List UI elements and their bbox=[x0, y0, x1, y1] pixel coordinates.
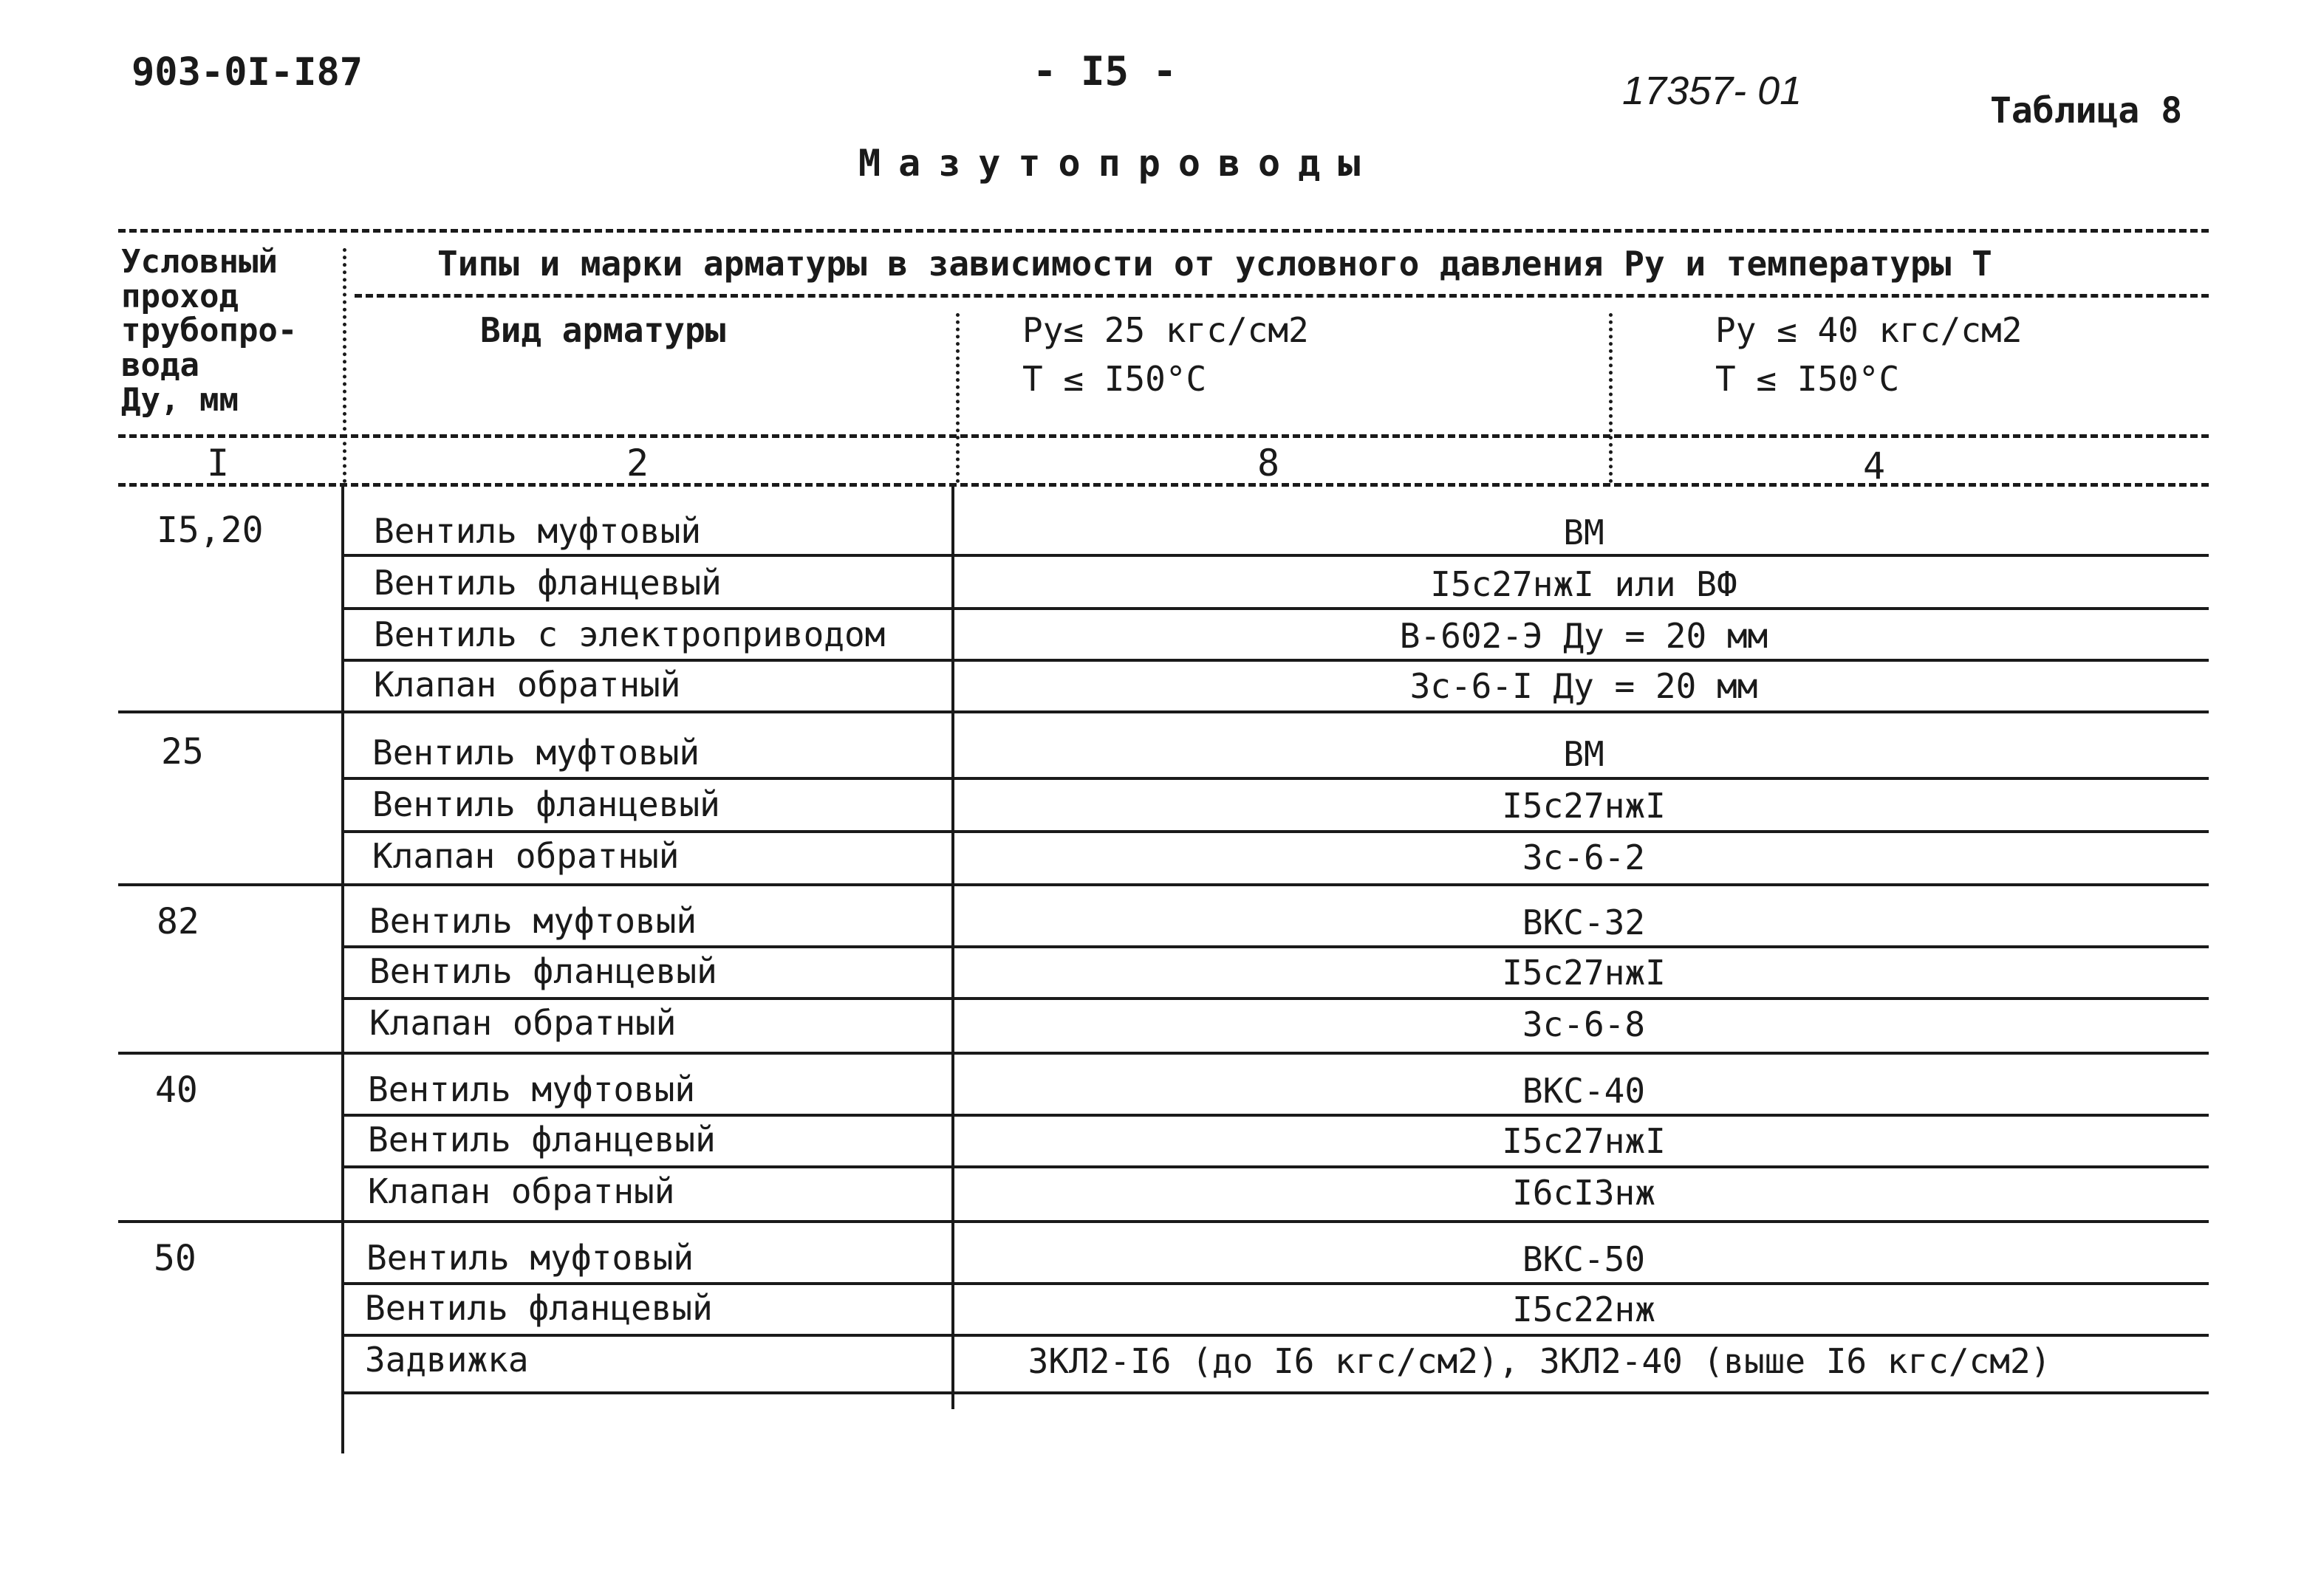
header-divider-col3 bbox=[956, 313, 960, 483]
fitting-type: Вентиль фланцевый bbox=[368, 1120, 716, 1160]
header-bottom-border bbox=[118, 434, 2209, 438]
nominal-diameter: I5,20 bbox=[157, 510, 264, 551]
group-separator bbox=[118, 883, 2209, 886]
fitting-mark: I6сI3нж bbox=[1512, 1173, 1655, 1213]
fitting-type: Клапан обратный bbox=[369, 1003, 677, 1043]
fitting-mark: ВКС-40 bbox=[1522, 1071, 1646, 1111]
row-separator bbox=[344, 1114, 2209, 1117]
col3-header-temperature: Т ≤ I50°C bbox=[1022, 359, 1207, 399]
fitting-mark: ЗКЛ2-I6 (до I6 кгс/см2), ЗКЛ2-40 (выше I6 кгс/см2) bbox=[1028, 1341, 2051, 1381]
group-separator bbox=[118, 1052, 2209, 1055]
fitting-mark: ВКС-32 bbox=[1522, 903, 1646, 942]
col1-header-line: Ду, мм bbox=[121, 380, 239, 419]
fitting-mark: В-602-Э Ду = 20 мм bbox=[1399, 616, 1768, 656]
col1-header-line: вода bbox=[121, 346, 199, 384]
fitting-type: Клапан обратный bbox=[374, 665, 681, 705]
fitting-type: Вентиль муфтовый bbox=[369, 901, 697, 941]
fitting-type: Вентиль муфтовый bbox=[368, 1069, 696, 1109]
nominal-diameter: 25 bbox=[161, 731, 204, 773]
col4-header-pressure: Ру ≤ 40 кгс/см2 bbox=[1715, 310, 2023, 350]
column-numbers-bottom-border bbox=[118, 483, 2209, 487]
fitting-type: Клапан обратный bbox=[372, 836, 680, 876]
row-separator bbox=[344, 1282, 2209, 1285]
row-separator bbox=[344, 1334, 2209, 1337]
row-separator bbox=[344, 1165, 2209, 1168]
col1-header bbox=[121, 245, 343, 417]
row-separator bbox=[344, 1391, 2209, 1394]
fitting-mark: I5с27нжI bbox=[1502, 786, 1666, 826]
body-divider-col1 bbox=[341, 486, 344, 1453]
fitting-mark: I5с27нжI bbox=[1502, 1121, 1666, 1161]
fitting-type: Вентиль с электроприводом bbox=[374, 614, 886, 654]
nominal-diameter: 50 bbox=[154, 1238, 196, 1279]
col2-header: Вид арматуры bbox=[480, 310, 726, 350]
fitting-type: Вентиль муфтовый bbox=[374, 511, 702, 551]
fitting-mark: I5с27нжI или ВФ bbox=[1430, 564, 1737, 604]
fitting-type: Вентиль фланцевый bbox=[372, 784, 720, 824]
fitting-type: Вентиль фланцевый bbox=[369, 951, 717, 991]
column-number: I bbox=[207, 442, 230, 484]
table-label: Таблица 8 bbox=[1990, 90, 2183, 131]
row-separator bbox=[344, 777, 2209, 780]
col1-header-line: проход bbox=[121, 277, 239, 315]
row-separator bbox=[344, 945, 2209, 948]
page-number: - I5 - bbox=[1033, 48, 1177, 95]
fitting-mark: 3с-6-I Ду = 20 мм bbox=[1409, 666, 1758, 706]
column-number: 2 bbox=[626, 442, 649, 484]
col3-header-pressure: Ру≤ 25 кгс/см2 bbox=[1022, 310, 1309, 350]
col4-header-temperature: Т ≤ I50°C bbox=[1715, 359, 1900, 399]
fitting-mark: ВМ bbox=[1563, 734, 1604, 774]
fitting-type: Вентиль муфтовый bbox=[366, 1238, 694, 1278]
document-code: 903-0I-I87 bbox=[131, 50, 363, 95]
fitting-mark: 3с-6-8 bbox=[1522, 1004, 1646, 1044]
fitting-type: Вентиль фланцевый bbox=[365, 1288, 713, 1328]
nominal-diameter: 40 bbox=[155, 1069, 198, 1111]
col1-header-line: Условный bbox=[121, 243, 278, 281]
fitting-mark: I5с22нж bbox=[1512, 1290, 1655, 1329]
fitting-type: Вентиль муфтовый bbox=[372, 733, 700, 773]
nominal-diameter: 82 bbox=[157, 901, 199, 942]
row-separator bbox=[344, 830, 2209, 833]
header-divider-col1 bbox=[343, 248, 346, 483]
page-title: Мазутопроводы bbox=[858, 142, 1378, 185]
column-number: 4 bbox=[1863, 445, 1886, 487]
group-separator bbox=[118, 710, 2209, 713]
row-separator bbox=[344, 997, 2209, 1000]
fitting-type: Задвижка bbox=[365, 1340, 529, 1380]
row-separator bbox=[344, 659, 2209, 662]
fitting-mark: ВКС-50 bbox=[1522, 1239, 1646, 1279]
row-separator bbox=[344, 554, 2209, 557]
fitting-type: Вентиль фланцевый bbox=[374, 563, 722, 603]
column-number: 8 bbox=[1257, 442, 1280, 484]
fitting-type: Клапан обратный bbox=[368, 1171, 675, 1211]
group-header-divider bbox=[355, 294, 2209, 298]
col1-header-line: трубопро- bbox=[121, 312, 298, 350]
reference-number: 17357- 01 bbox=[1622, 69, 1802, 113]
fitting-mark: 3с-6-2 bbox=[1522, 838, 1646, 877]
row-separator bbox=[344, 607, 2209, 610]
fitting-mark: I5с27нжI bbox=[1502, 953, 1666, 993]
table-top-border bbox=[118, 229, 2209, 233]
group-separator bbox=[118, 1220, 2209, 1223]
group-header: Типы и марки арматуры в зависимости от условного давления Ру и температуры Т bbox=[437, 244, 1992, 284]
fitting-mark: ВМ bbox=[1563, 513, 1604, 552]
header-divider-col4 bbox=[1609, 313, 1613, 483]
